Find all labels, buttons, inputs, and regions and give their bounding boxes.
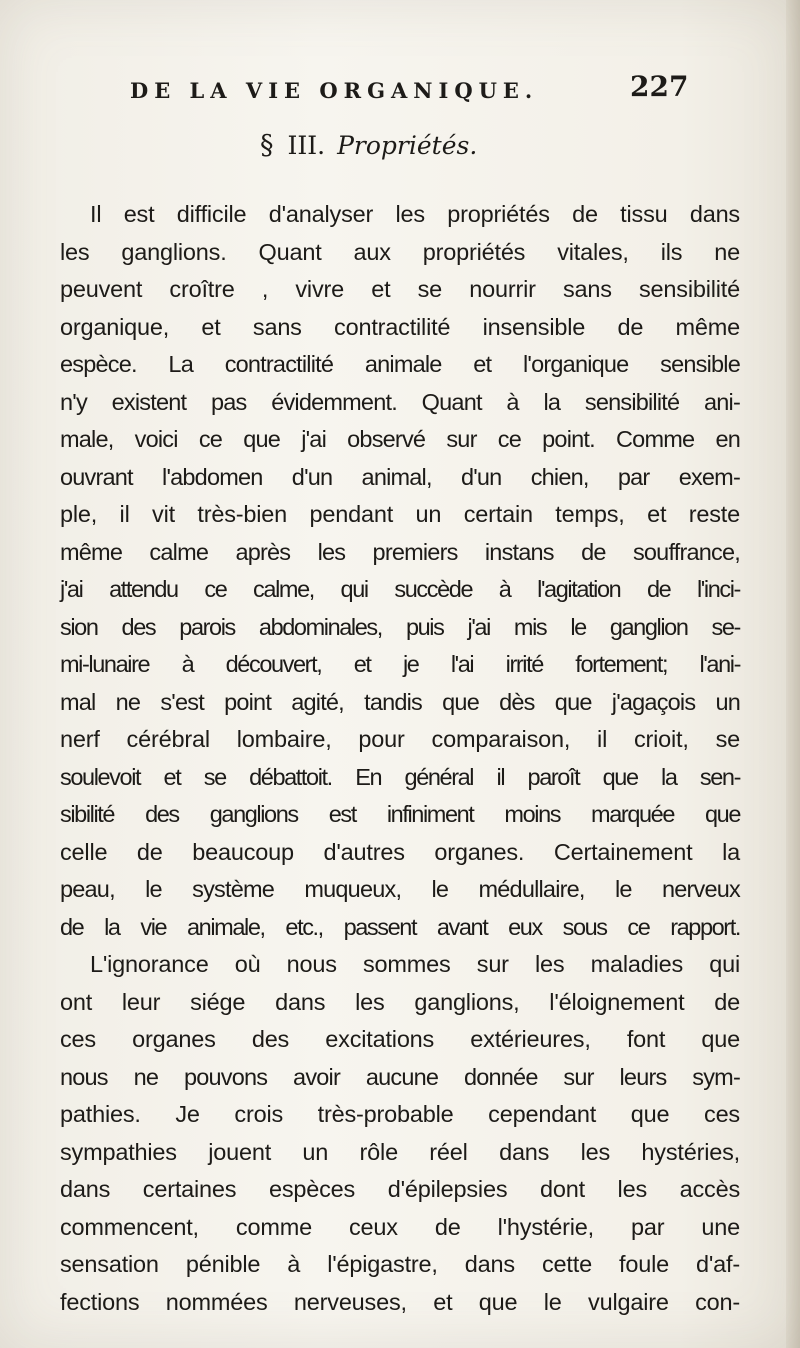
text-line: ont leur siége dans les ganglions, l'éloignement de <box>60 988 740 1015</box>
section-heading <box>260 130 477 161</box>
page-header <box>130 70 690 110</box>
text-line: male, voici ce que j'ai observé sur ce point. Comme en <box>60 426 740 452</box>
page-edge <box>786 0 800 1348</box>
text-line: soulevoit et se débattoit. En général il paroît que la sen- <box>60 763 740 790</box>
text-line: dans certaines espèces d'épilepsies dont les accès <box>60 1176 740 1202</box>
text-line: même calme après les premiers instans de souffrance, <box>60 538 740 565</box>
page-number: 227 <box>630 70 689 103</box>
text-line: L'ignorance où nous sommes sur les maladies qui <box>90 951 740 977</box>
text-line: j'ai attendu ce calme, qui succède à l'agitation de l'inci- <box>60 576 740 602</box>
text-line: celle de beaucoup d'autres organes. Certainement la <box>60 838 740 865</box>
text-line: sensation pénible à l'épigastre, dans cette foule d'af- <box>60 1251 740 1277</box>
section-symbol: § <box>260 130 274 161</box>
text-line: de la vie animale, etc., passent avant eux sous ce rapport. <box>60 913 740 940</box>
text-line: fections nommées nerveuses, et que le vulgaire con- <box>60 1288 740 1315</box>
text-line: peau, le système muqueux, le médullaire, le nerveux <box>60 876 740 902</box>
text-line: nerf cérébral lombaire, pour comparaison, il crioit, se <box>60 726 740 752</box>
text-line: ces organes des excitations extérieures, font que <box>60 1026 740 1052</box>
text-line: sibilité des ganglions est infiniment moins marquée que <box>60 801 740 827</box>
text-line: commencent, comme ceux de l'hystérie, par une <box>60 1213 740 1240</box>
text-line: sympathies jouent un rôle réel dans les hystéries, <box>60 1138 740 1165</box>
text-line: peuvent croître , vivre et se nourrir sans sensibilité <box>60 276 740 302</box>
text-line: mi-lunaire à découvert, et je l'ai irrité fortement; l'ani- <box>60 651 740 677</box>
text-line: sion des parois abdominales, puis j'ai mis le ganglion se- <box>60 613 740 640</box>
text-line: nous ne pouvons avoir aucune donnée sur leurs sym- <box>60 1063 740 1090</box>
text-line: Il est difficile d'analyser les propriétés de tissu dans <box>90 201 740 227</box>
section-title: Propriétés. <box>337 131 478 160</box>
text-line: ouvrant l'abdomen d'un animal, d'un chien, par exem- <box>60 463 740 490</box>
text-line: espèce. La contractilité animale et l'organique sensible <box>60 351 740 377</box>
text-line: les ganglions. Quant aux propriétés vitales, ils ne <box>60 238 740 265</box>
section-number: III. <box>287 131 326 160</box>
body-text <box>60 196 740 1321</box>
text-line: pathies. Je crois très-probable cependant que ces <box>60 1101 740 1127</box>
running-head: DE LA VIE ORGANIQUE. <box>130 78 539 103</box>
text-line: n'y existent pas évidemment. Quant à la sensibilité ani- <box>60 388 740 415</box>
text-line: ple, il vit très-bien pendant un certain temps, et reste <box>60 501 740 527</box>
text-line: mal ne s'est point agité, tandis que dès que j'agaçois un <box>60 688 740 715</box>
text-line: organique, et sans contractilité insensible de même <box>60 313 740 340</box>
